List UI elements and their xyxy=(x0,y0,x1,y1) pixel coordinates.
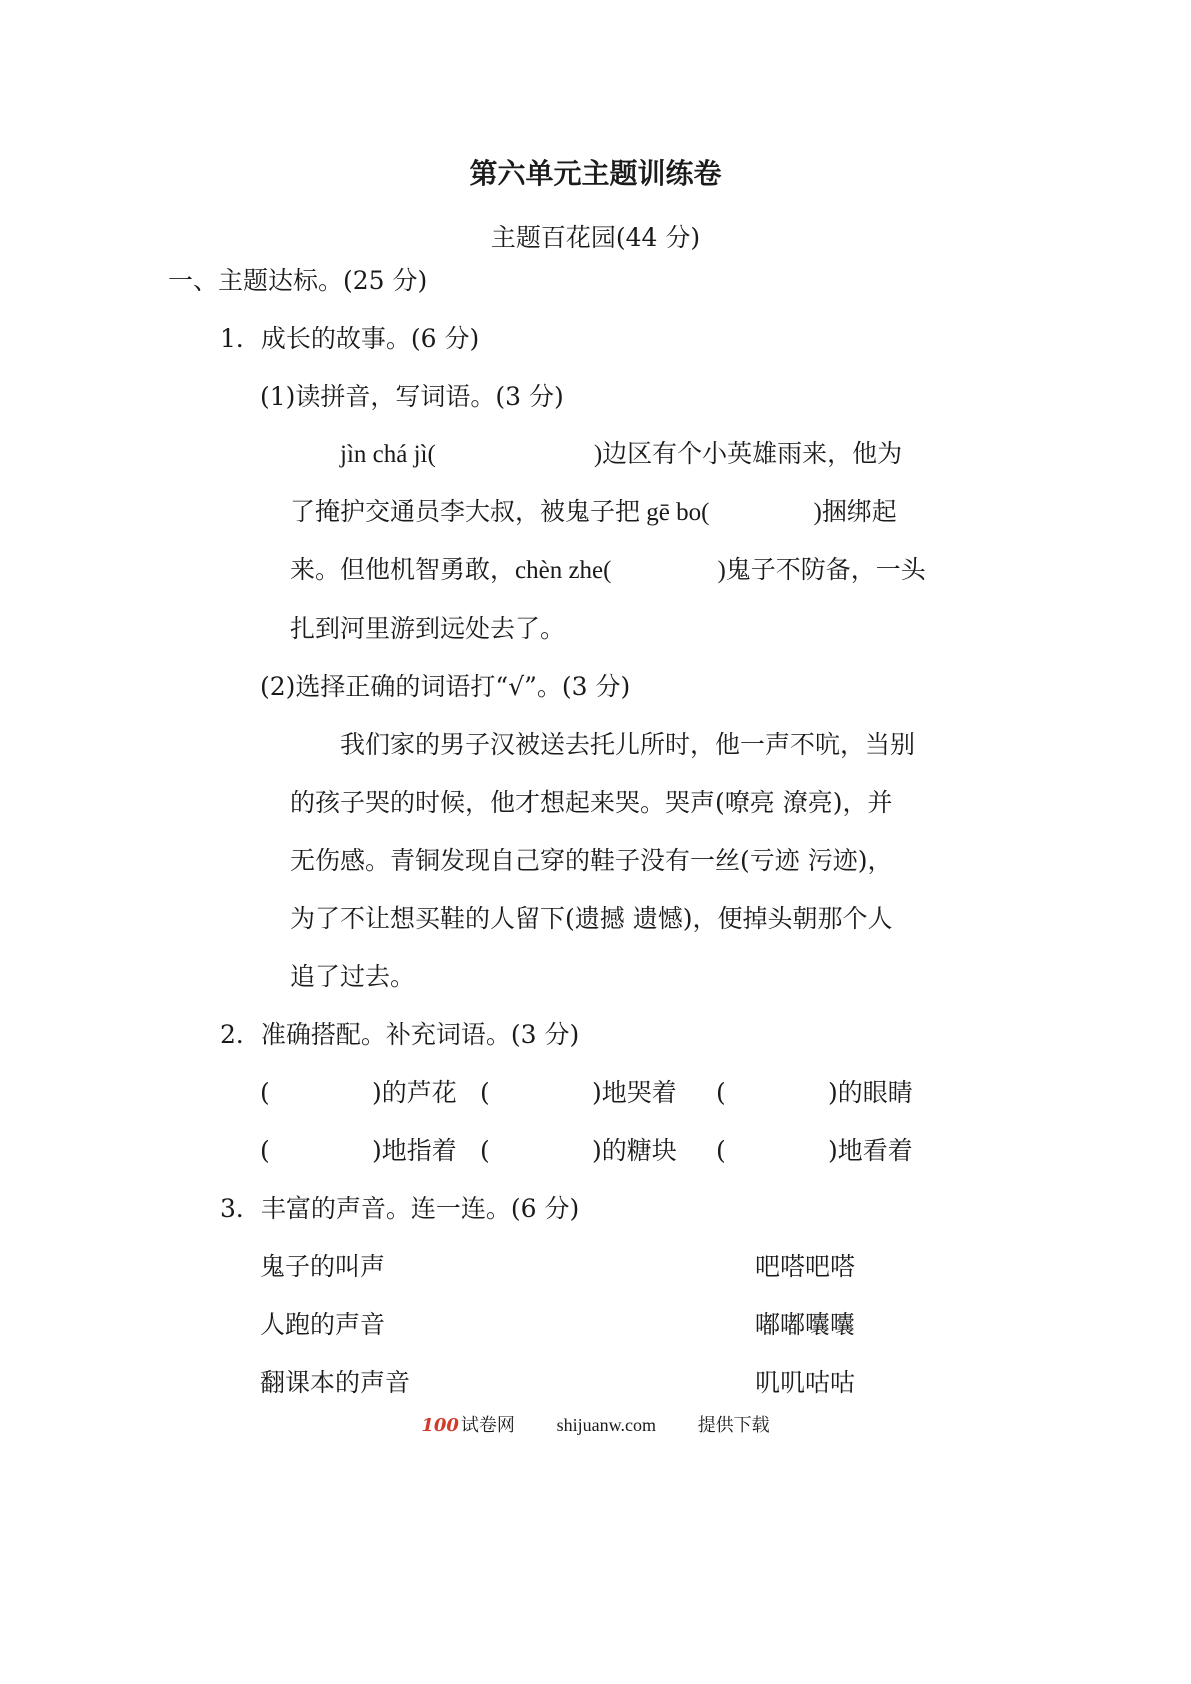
sentence-text: 了掩护交通员李大叔，被鬼子把 gē bo( xyxy=(290,499,710,526)
q1-part2-line3: 无伤感。青铜发现自己穿的鞋子没有一丝(亏迹 污迹)， xyxy=(290,846,893,875)
q3-right-item: 吧嗒吧嗒 xyxy=(755,1252,856,1281)
q2-open-paren: ( xyxy=(260,1136,270,1165)
q2-open-paren: ( xyxy=(480,1136,490,1165)
sentence-text: )边区有个小英雄雨来，他为 xyxy=(593,441,903,468)
q2-open-paren: ( xyxy=(480,1078,490,1107)
q2-item: )的芦花 xyxy=(372,1078,457,1107)
question-3-heading: 3．丰富的声音。连一连。(6 分) xyxy=(220,1194,580,1223)
page-title: 第六单元主题训练卷 xyxy=(469,157,722,190)
sentence-text: )鬼子不防备，一头 xyxy=(717,557,926,584)
question-1-heading: 1．成长的故事。(6 分) xyxy=(220,324,480,353)
section-heading: 一、主题达标。(25 分) xyxy=(168,266,428,295)
footer-note: 提供下载 xyxy=(697,1415,770,1436)
sentence-text: 来。但他机智勇敢，chèn zhe( xyxy=(290,557,612,584)
q3-right-item: 嘟嘟囔囔 xyxy=(755,1310,856,1339)
q2-open-paren: ( xyxy=(716,1078,726,1107)
q1-part2-line4: 为了不让想买鞋的人留下(遗撼 遗憾)，便掉头朝那个人 xyxy=(290,904,893,933)
q3-left-item: 鬼子的叫声 xyxy=(260,1252,386,1281)
q2-item: )的眼睛 xyxy=(828,1078,913,1107)
q1-part2-line1: 我们家的男子汉被送去托儿所时，他一声不吭，当别 xyxy=(340,730,916,759)
q3-right-item: 叽叽咕咕 xyxy=(755,1368,856,1397)
q1-part1-heading: (1)读拼音，写词语。(3 分) xyxy=(260,382,564,411)
q1-part1-line1 xyxy=(340,438,902,472)
q1-part1-line2 xyxy=(290,496,897,530)
footer-brand xyxy=(421,1414,515,1438)
q2-item: )地哭着 xyxy=(592,1078,677,1107)
q2-open-paren: ( xyxy=(716,1136,726,1165)
sentence-text: )捆绑起 xyxy=(813,499,897,526)
page-subtitle: 主题百花园(44 分) xyxy=(490,223,701,252)
footer-watermark xyxy=(0,1413,1191,1438)
q2-item: )的糖块 xyxy=(592,1136,677,1165)
q3-left-item: 翻课本的声音 xyxy=(260,1368,411,1397)
q2-open-paren: ( xyxy=(260,1078,270,1107)
site-logo: 100 xyxy=(421,1415,459,1436)
q2-item: )地看着 xyxy=(828,1136,913,1165)
site-name: 试卷网 xyxy=(460,1415,515,1436)
site-url[interactable]: shijuanw.com xyxy=(556,1415,656,1435)
q2-item: )地指着 xyxy=(372,1136,457,1165)
q1-part2-line5: 追了过去。 xyxy=(290,962,416,991)
q1-part1-line3 xyxy=(290,554,926,588)
q3-left-item: 人跑的声音 xyxy=(260,1310,386,1339)
q1-part2-line2: 的孩子哭的时候，他才想起来哭。哭声(嘹亮 潦亮)，并 xyxy=(290,788,893,817)
question-2-heading: 2．准确搭配。补充词语。(3 分) xyxy=(220,1020,580,1049)
q1-part2-heading: (2)选择正确的词语打“√”。(3 分) xyxy=(260,672,631,701)
q1-part1-line4: 扎到河里游到远处去了。 xyxy=(290,614,566,643)
pinyin-text: jìn chá jì( xyxy=(340,441,436,468)
